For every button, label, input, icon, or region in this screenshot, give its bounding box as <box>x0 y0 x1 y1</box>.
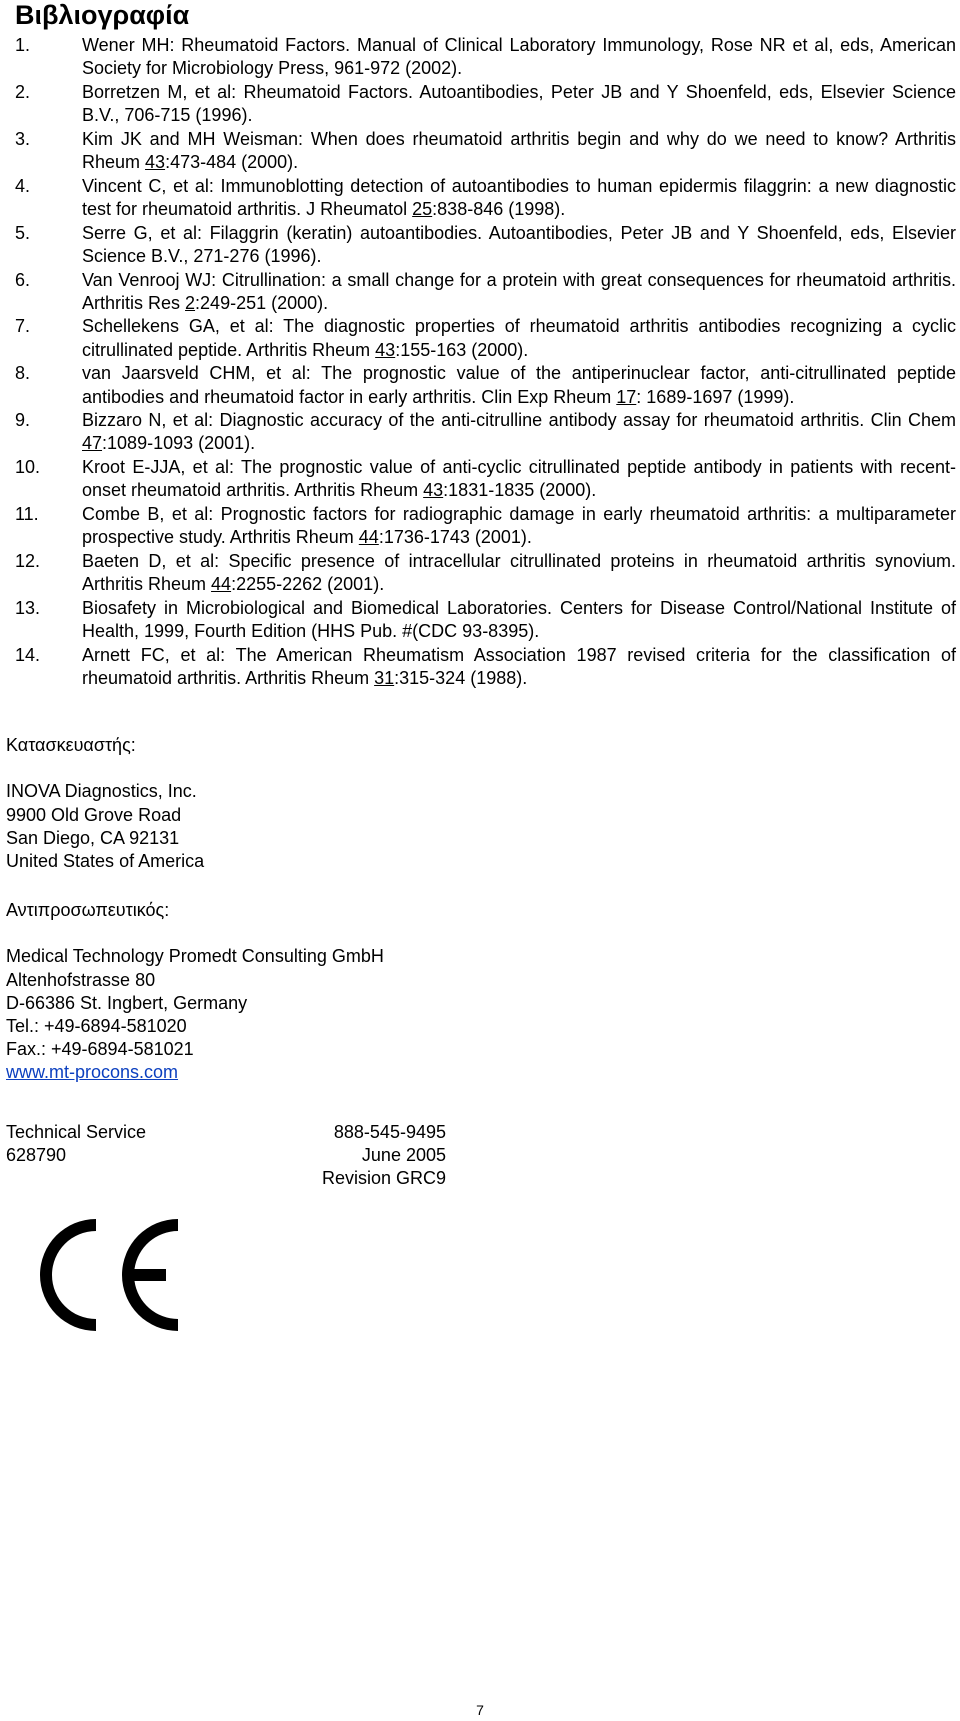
document-code: 628790 <box>6 1145 67 1166</box>
reference-text <box>82 456 959 502</box>
manufacturer-label: Κατασκευαστής: <box>6 735 136 755</box>
reference-text: Biosafety in Microbiological and Biomedical Laboratories. Centers for Disease Control/National Institute of Health, 1999, Fourth Edition (HHS Pub. #(CDC 93-8395). <box>82 597 956 642</box>
reference-number: 11. <box>15 504 39 525</box>
reference-pages: : 1689-1697 (1999). <box>636 386 795 407</box>
reference-volume: 2 <box>185 292 196 313</box>
document-date: June 2005 <box>361 1145 446 1166</box>
reference-item <box>15 34 959 80</box>
ce-mark-e <box>122 1219 178 1331</box>
reference-volume: 43 <box>145 152 166 173</box>
reference-text <box>82 269 959 315</box>
representative-fax: Fax.: +49-6894-581021 <box>6 1039 194 1060</box>
manufacturer-street: 9900 Old Grove Road <box>6 804 182 825</box>
reference-number: 9. <box>15 410 31 431</box>
reference-volume: 47 <box>82 433 103 454</box>
reference-pages: :838-846 (1998). <box>432 198 566 219</box>
website-link[interactable]: www.mt-procons.com <box>6 1062 179 1083</box>
reference-item <box>15 315 959 361</box>
reference-item <box>15 222 959 268</box>
reference-volume: 44 <box>358 527 379 548</box>
reference-citation: van Jaarsveld CHM, et al: The prognostic value of the antiperinuclear factor, anti-citrullinated peptide antibodies and rheumatoid factor in early arthritis. Clin Exp Rheum <box>82 363 956 407</box>
representative-street: Altenhofstrasse 80 <box>6 969 156 990</box>
ce-mark-c <box>40 1219 96 1331</box>
representative-name: Medical Technology Promedt Consulting GmbH <box>6 946 384 967</box>
reference-citation: Van Venrooj WJ: Citrullination: a small change for a protein with great consequences for rheumatoid arthritis. Arthritis Res <box>82 269 956 313</box>
reference-citation: Combe B, et al: Prognostic factors for radiographic damage in early rheumatoid arthritis: a multiparameter prospective study. Arthritis Rheum <box>82 504 956 548</box>
reference-pages: :249-251 (2000). <box>195 292 329 313</box>
reference-citation: Kim JK and MH Weisman: When does rheumatoid arthritis begin and why do we need to know? Arthritis Rheum <box>82 128 956 173</box>
reference-text <box>82 409 959 455</box>
reference-number: 4. <box>15 175 31 196</box>
reference-volume: 25 <box>412 198 433 219</box>
reference-number: 2. <box>15 81 31 102</box>
reference-number: 6. <box>15 269 31 290</box>
reference-text <box>82 644 959 690</box>
reference-volume: 31 <box>374 667 395 688</box>
reference-text <box>82 175 959 221</box>
page-title: Βιβλιογραφία <box>15 0 190 30</box>
manufacturer-city: San Diego, CA 92131 <box>6 827 180 848</box>
reference-text <box>82 128 959 174</box>
reference-number: 8. <box>15 363 31 384</box>
reference-text <box>82 550 959 596</box>
reference-volume: 44 <box>211 574 232 595</box>
reference-volume: 43 <box>375 339 396 360</box>
reference-volume: 43 <box>423 480 444 501</box>
technical-service-phone: 888-545-9495 <box>333 1122 446 1142</box>
reference-number: 7. <box>15 316 31 337</box>
reference-text: Serre G, et al: Filaggrin (keratin) autoantibodies. Autoantibodies, Peter JB and Y Shoenfeld, eds, Elsevier Science B.V., 271-276 (1996). <box>82 222 956 266</box>
reference-citation: Baeten D, et al: Specific presence of intracellular citrullinated proteins in rheumatoid arthritis synovium. Arthritis Rheum <box>82 550 956 595</box>
reference-pages: :1736-1743 (2001). <box>378 527 532 548</box>
representative-block <box>6 899 384 1085</box>
reference-text: Wener MH: Rheumatoid Factors. Manual of Clinical Laboratory Immunology, Rose NR et al, eds, American Society for Microbiology Press, 961-972 (2002). <box>82 35 956 79</box>
reference-number: 3. <box>15 128 31 149</box>
reference-item <box>15 550 959 596</box>
reference-number: 5. <box>15 222 31 243</box>
reference-pages: :1831-1835 (2000). <box>443 480 597 501</box>
reference-citation: Bizzaro N, et al: Diagnostic accuracy of the anti-citrulline antibody assay for rheumatoid arthritis. Clin Chem <box>82 410 956 431</box>
manufacturer-block <box>6 734 204 873</box>
reference-text <box>82 315 959 361</box>
reference-item <box>15 644 959 690</box>
representative-phone: Tel.: +49-6894-581020 <box>6 1016 187 1036</box>
reference-item <box>15 456 959 502</box>
document-revision: Revision GRC9 <box>321 1168 446 1189</box>
reference-text: Borretzen M, et al: Rheumatoid Factors. Autoantibodies, Peter JB and Y Shoenfeld, eds, Elsevier Science B.V., 706-715 (1996). <box>82 81 956 126</box>
reference-pages: :155-163 (2000). <box>395 339 529 360</box>
reference-item <box>15 269 959 315</box>
reference-pages: :473-484 (2000). <box>165 152 299 173</box>
reference-item <box>15 597 959 643</box>
reference-citation: Kroot E-JJA, et al: The prognostic value of anti-cyclic citrullinated peptide antibody in patients with recent-onset rheumatoid arthritis. Arthritis Rheum <box>82 457 956 501</box>
reference-item <box>15 81 959 127</box>
reference-pages: :1089-1093 (2001). <box>102 433 256 454</box>
reference-number: 13. <box>15 597 41 618</box>
reference-pages: :2255-2262 (2001). <box>231 574 385 595</box>
reference-citation: Vincent C, et al: Immunoblotting detection of autoantibodies to human epidermis filaggrin: a new diagnostic test for rheumatoid arthritis. J Rheumatol <box>82 175 956 219</box>
representative-label: Αντιπροσωπευτικός: <box>6 900 170 920</box>
reference-pages: :315-324 (1988). <box>394 667 528 688</box>
reference-citation: Arnett FC, et al: The American Rheumatism Association 1987 revised criteria for the classification of rheumatoid arthritis. Arthritis Rheum <box>82 644 956 688</box>
reference-item <box>15 409 959 455</box>
reference-number: 14. <box>15 644 41 665</box>
manufacturer-name: INOVA Diagnostics, Inc. <box>6 781 197 802</box>
page-number: 7 <box>476 1702 484 1718</box>
technical-service-label: Technical Service <box>6 1122 147 1142</box>
reference-item <box>15 128 959 174</box>
reference-number: 12. <box>15 550 41 571</box>
reference-citation: Schellekens GA, et al: The diagnostic properties of rheumatoid arthritis antibodies recognizing a cyclic citrullinated peptide. Arthritis Rheum <box>82 316 956 360</box>
manufacturer-country: United States of America <box>6 851 205 871</box>
representative-city: D-66386 St. Ingbert, Germany <box>6 992 248 1013</box>
reference-number: 10. <box>15 457 41 478</box>
reference-list <box>15 34 959 691</box>
reference-volume: 17 <box>616 386 637 407</box>
reference-item <box>15 503 959 549</box>
service-info <box>6 1121 446 1191</box>
reference-number: 1. <box>15 35 31 55</box>
reference-item <box>15 362 959 408</box>
reference-text <box>82 362 959 408</box>
ce-mark-icon <box>26 1215 196 1335</box>
reference-item <box>15 175 959 221</box>
reference-text <box>82 503 959 549</box>
